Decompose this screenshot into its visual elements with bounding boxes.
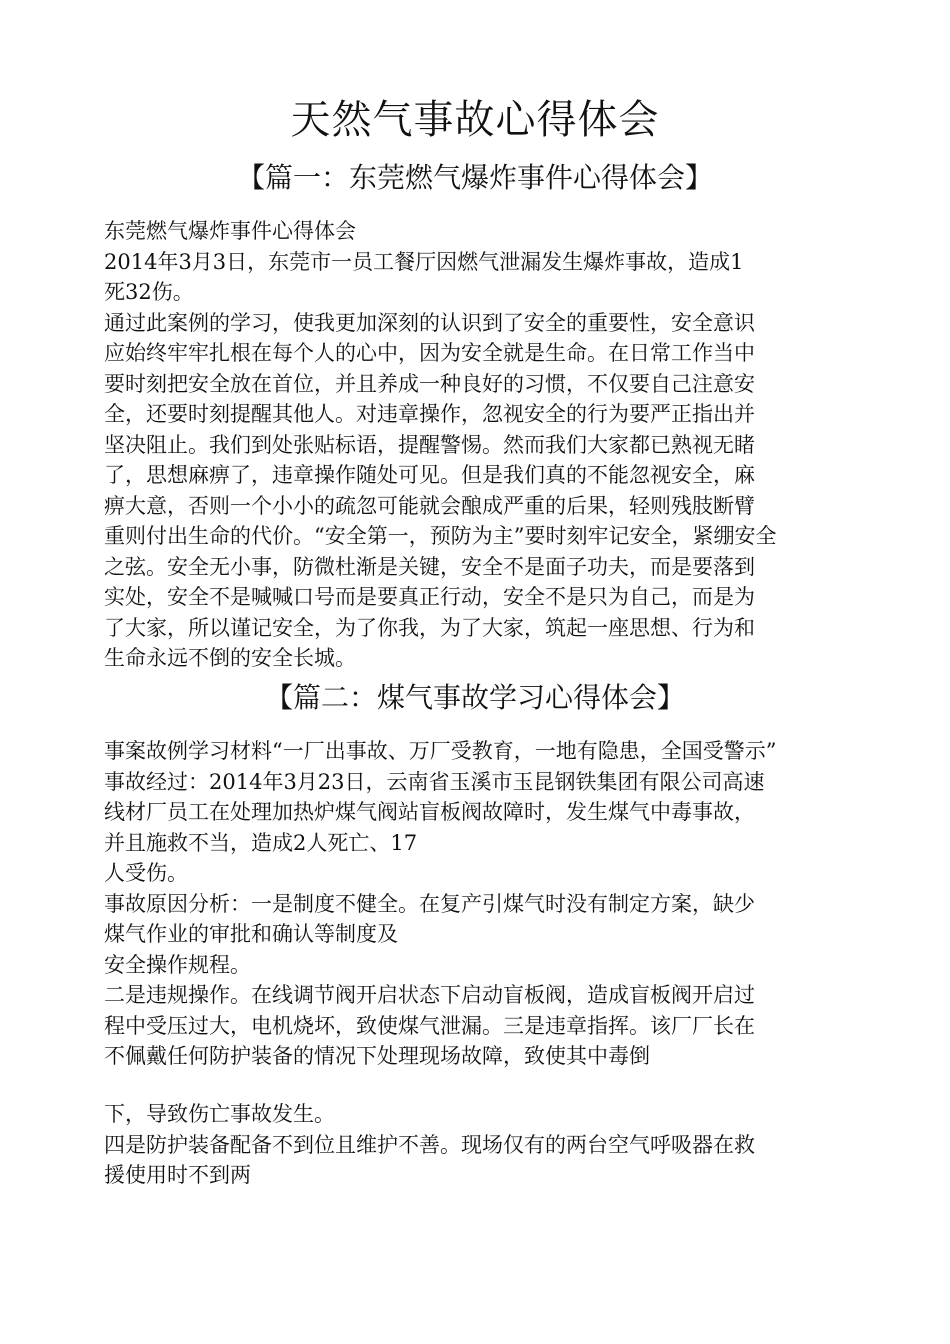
section-1-body: 东莞燃气爆炸事件心得体会 2014年3月3日，东莞市一员工餐厅因燃气泄漏发生爆炸事故，造成1 死32伤。 通过此案例的学习，使我更加深刻的认识到了安全的重要性，安全意识 应始终牢牢扎根在每个人的心中，因为安全就是生命。在日常工作当中 要时刻把安全放在首位，并且养成一种良好的习惯，不仅要自己注意安 全，还要时刻提醒其他人。对违章操作，忽视安全的行为要严正指出并 坚决阻止。我们到处张贴标语，提醒警惕。然而我们大家都已熟视无睹 了，思想麻痹了，违章操作随处可见。但是我们真的不能忽视安全，麻 痹大意，否则一个小小的疏忽可能就会酿成严重的后果，轻则残肢断臂 重则付出生命的代价。“安全第一，预防为主”要时刻牢记安全，紧绷安全 之弦。安全无小事，防微杜渐是关键，安全不是面子功夫，而是要落到 实处，安全不是喊喊口号而是要真正行动，安全不是只为自己，而是为 了大家，所以谨记安全，为了你我，为了大家，筑起一座思想、行为和 生命永远不倒的安全长城。 (104, 219, 777, 670)
section-2-body-continued: 下，导致伤亡事故发生。 四是防护装备配备不到位且维护不善。现场仅有的两台空气呼吸器在救 援使用时不到两 (104, 1102, 755, 1187)
document-title: 天然气事故心得体会 (290, 97, 660, 143)
section-2-body: 事案故例学习材料“一厂出事故、万厂受教育，一地有隐患，全国受警示” 事故经过：2014年3月23日，云南省玉溪市玉昆钢铁集团有限公司高速 线材厂员工在处理加热炉煤气阀站盲板阀故障时，发生煤气中毒事故， 并且施救不当，造成2人死亡、17 人受伤。 事故原因分析：一是制度不健全。在复产引煤气时没有制定方案，缺少 煤气作业的审批和确认等制度及 安全操作规程。 二是违规操作。在线调节阀开启状态下启动盲板阀，造成盲板阀开启过 程中受压过大，电机烧坏，致使煤气泄漏。三是违章指挥。该厂厂长在 不佩戴任何防护装备的情况下处理现场故障，致使其中毒倒 (104, 739, 777, 1068)
section-2-heading: 【篇二：煤气事故学习心得体会】 (264, 681, 685, 714)
section-1-heading: 【篇一：东莞燃气爆炸事件心得体会】 (236, 161, 713, 194)
